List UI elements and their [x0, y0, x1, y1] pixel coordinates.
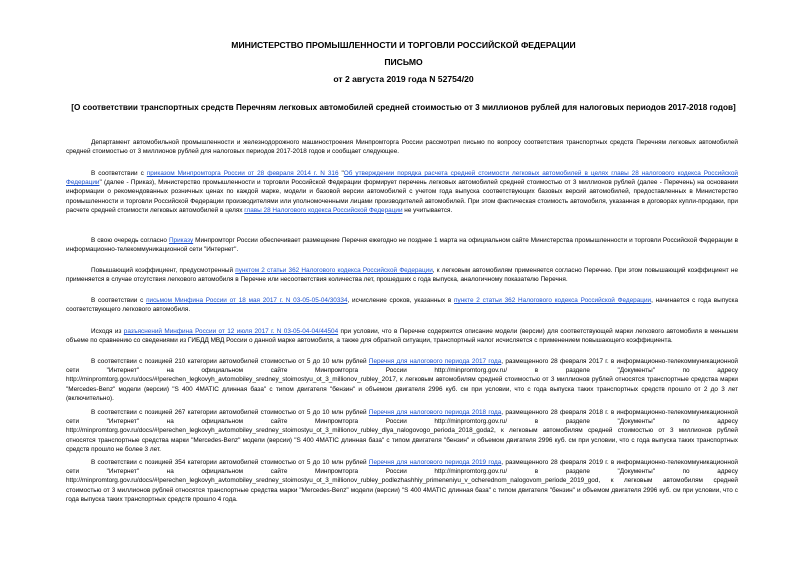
paragraph [66, 327, 738, 345]
paragraph [66, 357, 738, 403]
paragraph-text: , исчисление сроков, указанных в [347, 297, 455, 304]
paragraph-text: не учитывается. [402, 206, 453, 214]
document-link[interactable]: Об утверждении порядка расчета средней стоимости легковых автомобилей в целях главы 28 налогового кодекса Российской Федерации [66, 170, 739, 187]
paragraph [66, 236, 738, 254]
document-link[interactable]: пунктом 2 статьи 362 Налогового кодекса Российской Федерации [235, 267, 433, 274]
paragraph-text: , размещенного 28 февраля 2018 г. в информационно-телекоммуникационной сети "Интернет" на официальном сайте Минпромторга России http://minpromtorg.gov.ru/ в разделе "Документы" по адресу http://minpromtorg.gov.ru/docs/#!perechen_legkovyh_avtomobiley_sredney_stoimostyu_ot_3_millionov_rubley_dlya_nalogovogo_perioda_2018_goda2, к легковым автомобилям средней стоимостью от 3 миллионов рублей относятся транспортные средства марки "Mercedes-Benz" модели (версии) "S 400 4MATIC длинная база" с типом двигателя "бензин" и объемом двигателя 2996 куб. см при условии, что с года выпуска таких транспортных средств прошло не более 3 лет. [66, 409, 739, 453]
paragraph-text: Повышающий коэффициент, предусмотренный [91, 267, 236, 274]
paragraph-text: , к легковым автомобилям применяется согласно Перечню. При этом повышающий коэффициент не применяется в случае отсутствия легкового автомобиля в Перечне или несоответствия количества лет, прошедших с года выпуска, аналогичному показателю Перечня. [66, 267, 738, 284]
paragraph-text: В свою очередь согласно [91, 237, 169, 244]
document-date: от 2 августа 2019 года N 52754/20 [333, 74, 474, 84]
paragraph [66, 266, 738, 284]
paragraph-text: , начинается с года выпуска соответствующего легкового автомобиля. [66, 297, 739, 314]
paragraph-text: В соответствии с позицией 267 категории автомобилей стоимостью от 5 до 10 млн рублей [91, 409, 369, 416]
paragraph-text: Минпромторг России обеспечивает размещение Перечня ежегодно не позднее 1 марта на официальном сайте Министерства промышленности и торговли Российской Федерации в информационно-телекоммуникационной сети "Интернет". [66, 237, 738, 254]
paragraph-text: В соответствии с [91, 170, 147, 177]
paragraph-text: В соответствии с позицией 354 категории автомобилей стоимостью от 5 до 10 млн рублей [91, 459, 369, 466]
paragraph-text: Департамент автомобильной промышленности и железнодорожного машиностроения Минпромторга России рассмотрел письмо по вопросу соответствия транспортных средств Перечням легковых автомобилей средней стоимостью от 3 миллионов рублей для налоговых периодов 2017-2018 годов и сообщает следующее. [66, 139, 738, 156]
document-link[interactable]: Перечня для налогового периода 2017 года [368, 358, 502, 365]
paragraph-text: В соответствии с позицией 210 категории автомобилей стоимостью от 5 до 10 млн рублей [91, 358, 369, 365]
document-link[interactable]: Перечня для налогового периода 2018 года [368, 409, 502, 416]
document-link[interactable]: Приказу [168, 237, 194, 244]
document-link[interactable]: Перечня для налогового периода 2019 года [368, 459, 502, 466]
paragraph [66, 458, 738, 504]
paragraph [66, 296, 738, 314]
paragraph [66, 138, 738, 156]
paragraph-text: " (далее - Приказ), Министерство промышленности и торговли Российской Федерации формирует перечень легковых автомобилей средней стоимостью от 3 миллионов рублей (далее - Перечень) на основании информации о рекомендованных розничных ценах по каждой марке, модели и базовой версии автомобилей с учетом года выпуска соответствующих базовых версий автомобилей, предоставленных в Министерство промышленности и торговли Российской Федерации производителями или уполномоченными лицами производителей автомобилей. При этом фактическая стоимость автомобиля, указанная в договорах купли-продажи, при расчете средней стоимости легковых автомобилей в целях [66, 179, 738, 214]
document-subject: [О соответствии транспортных средств Перечням легковых автомобилей средней стоимостью от 3 миллионов рублей для налоговых периодов 2017-2018 годов] [71, 103, 736, 112]
document-link[interactable]: письмом Минфина России от 18 мая 2017 г. N 03-05-05-04/30334 [146, 297, 348, 304]
paragraph-text: , размещенного 28 февраля 2019 г. в информационно-телекоммуникационной сети "Интернет" на официальном сайте Минпромторга России http://minpromtorg.gov.ru/ в разделе "Документы" по адресу http://minpromtorg.gov.ru/docs/#!perechen_legkovyh_avtomobiley_sredney_stoimostyu_ot_3_millionov_rubley_podlezhashhiy_primeneniyu_v_ocherednom_nalogovom_periode_2019_god, к легковым автомобилям средней стоимостью от 3 миллионов рублей относятся транспортные средства марки "Mercedes-Benz" модели (версии) "S 400 4MATIC длинная база" с типом двигателя "бензин" и объемом двигателя 2996 куб. см при условии, что с года выпуска таких транспортных средств прошло 4 года. [66, 459, 739, 503]
paragraph-text: , размещенного 28 февраля 2017 г. в информационно-телекоммуникационной сети "Интернет" на официальном сайте Минпромторга России http://minpromtorg.gov.ru/ в разделе "Документы" по адресу http://minpromtorg.gov.ru/docs/#!perechen_legkovyh_avtomobiley_sredney_stoimostyu_ot_3_millionov_rubley_2017, к легковым автомобилям средней стоимостью от 3 миллионов рублей относятся транспортные средства марки "Mercedes-Benz" модели (версии) "S 400 4MATIC длинная база" с типом двигателя "бензин" и объемом двигателя 2996 куб. см при условии, что с года выпуска таких транспортных средств прошло от 2 до 3 лет (включительно). [66, 358, 739, 402]
paragraph-text: В соответствии с [91, 297, 147, 304]
paragraph-text: Исходя из [91, 328, 124, 335]
paragraph [66, 169, 738, 215]
paragraph-text: " [338, 170, 344, 177]
document-link[interactable]: пункте 2 статьи 362 Налогового кодекса Российской Федерации [454, 297, 652, 304]
paragraph [66, 408, 738, 454]
document-link[interactable]: главы 28 Налогового кодекса Российской Федерации [244, 206, 403, 214]
ministry-heading: МИНИСТЕРСТВО ПРОМЫШЛЕННОСТИ И ТОРГОВЛИ РОССИЙСКОЙ ФЕДЕРАЦИИ [231, 40, 576, 50]
document-link[interactable]: разъяснений Минфина России от 12 июля 2017 г. N 03-05-04-04/44504 [123, 328, 339, 335]
paragraph-text: при условии, что в Перечне содержится описание модели (версии) для соответствующей марки легкового автомобиля в меньшем объеме по сравнению со сведениями из ГИБДД МВД России о данной марке автомобиля, а также для обратной ситуации, транспортный налог исчисляется с применением повышающего коэффициента. [66, 328, 738, 345]
document-type: ПИСЬМО [384, 57, 423, 67]
document-link[interactable]: приказом Минпромторга России от 28 февраля 2014 г. N 316 [146, 170, 339, 177]
